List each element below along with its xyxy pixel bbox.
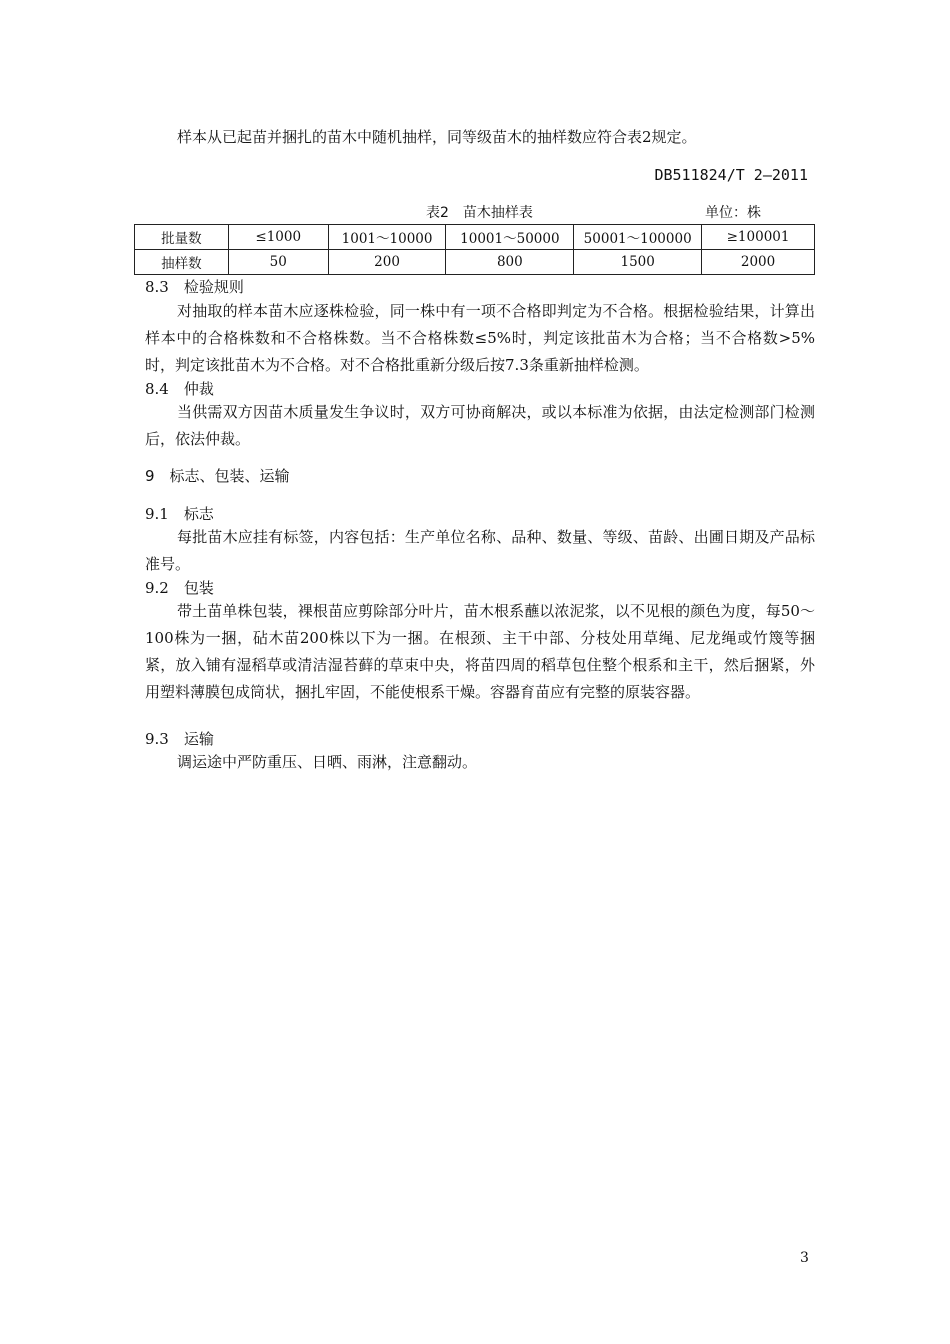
table-unit: 单位：株: [705, 205, 761, 221]
section-8-3-heading: 8.3 检验规则: [145, 278, 244, 296]
document-id: DB511824/T 2—2011: [654, 166, 808, 184]
table-row: [135, 250, 815, 275]
table-cell: 1001～10000: [328, 225, 446, 250]
table-cell: 2000: [702, 250, 815, 275]
section-8-4-body: 当供需双方因苗木质量发生争议时，双方可协商解决，或以本标准为依据，由法定检测部门检测后，依法仲裁。: [145, 403, 815, 448]
table-caption: 表2 苗木抽样表: [426, 205, 533, 221]
table-cell: 50001～100000: [574, 225, 702, 250]
section-9-1-body: 每批苗木应挂有标签，内容包括：生产单位名称、品种、数量、等级、苗龄、出圃日期及产品标准号。: [145, 528, 815, 573]
section-9-3-heading: 9.3 运输: [145, 730, 214, 748]
table-cell: 批量数: [135, 225, 229, 250]
section-9-3-body: 调运途中严防重压、日晒、雨淋，注意翻动。: [177, 753, 478, 771]
section-8-4-heading: 8.4 仲裁: [145, 380, 214, 398]
page-number: 3: [800, 1250, 809, 1266]
table-cell: 1500: [574, 250, 702, 275]
section-9-2-body: 带土苗单株包装，裸根苗应剪除部分叶片，苗木根系蘸以浓泥浆，以不见根的颜色为度，每50～100株为一捆，砧木苗200株以下为一捆。在根颈、主干中部、分枝处用草绳、尼龙绳或竹篾等捆紧，放入铺有湿稻草或清洁湿苔藓的草束中央，将苗四周的稻草包住整个根系和主干，然后捆紧，外用塑料薄膜包成筒状，捆扎牢固，不能使根系干燥。容器育苗应有完整的原装容器。: [145, 602, 815, 701]
section-9-1-heading: 9.1 标志: [145, 505, 214, 523]
section-9-2-heading: 9.2 包装: [145, 579, 214, 597]
sampling-table: [134, 224, 815, 275]
table-cell: 800: [446, 250, 574, 275]
section-9-heading: 9 标志、包装、运输: [145, 467, 290, 485]
table-cell: ≥100001: [702, 225, 815, 250]
section-8-3-body: 对抽取的样本苗木应逐株检验，同一株中有一项不合格即判定为不合格。根据检验结果，计算出样本中的合格株数和不合格株数。当不合格株数≤5%时，判定该批苗木为合格；当不合格数>5%时，判定该批苗木为不合格。对不合格批重新分级后按7.3条重新抽样检测。: [145, 302, 815, 374]
table-cell: 50: [228, 250, 328, 275]
table-cell: 抽样数: [135, 250, 229, 275]
intro-paragraph: 样本从已起苗并捆扎的苗木中随机抽样，同等级苗木的抽样数应符合表2规定。: [177, 128, 697, 146]
table-cell: 10001～50000: [446, 225, 574, 250]
table-row: [135, 225, 815, 250]
table-cell: 200: [328, 250, 446, 275]
table-cell: ≤1000: [228, 225, 328, 250]
